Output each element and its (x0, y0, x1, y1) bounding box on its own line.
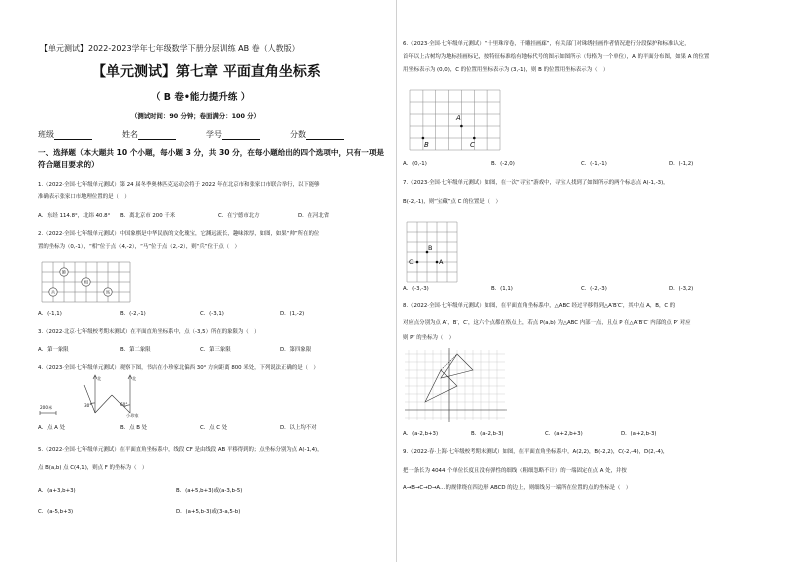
q1-stem-line2: 准确表示张家口市地理位置的是（ ） (38, 194, 130, 200)
q7-option-a[interactable]: A．(-3,-3) (403, 286, 429, 292)
q6-stem-line1: 6.（2023·全国·七年级单元测试）“十里珠帘卷，千雕挂画廊”，有关部门对珠绣挂画作者情况进行分段保护和标准认定， (403, 41, 690, 47)
q6-option-c[interactable]: C．(-1,-1) (581, 161, 607, 167)
q6-option-d[interactable]: D．(-1,2) (669, 161, 694, 167)
q5-option-b[interactable]: B．(a+5,b+3)或(a-3,b-5) (176, 488, 243, 494)
q8-stem-line3: 则 P′ 的坐标为（ ） (403, 335, 455, 341)
home-label: 小珍家 (126, 413, 139, 418)
q1-stem-line1: 1.（2022·全国·七年级单元测试）第 24 届冬季奥林匹克运动会将于 2022 年在北京市和张家口市联合举行，以下能够 (38, 182, 320, 188)
q7-label-c: C (409, 258, 414, 266)
q2-option-b[interactable]: B．(-2,-1) (120, 311, 146, 317)
north-label-2: 北 (132, 376, 137, 381)
q7-label-b: B (428, 244, 433, 252)
q8-option-d[interactable]: D．(a+2,b-3) (621, 431, 657, 437)
score-label: 分数 (290, 130, 306, 139)
q9-stem-line3: A→B→C→D→A…的规律绕在四边形 ABCD 的边上，则细线另一端所在位置的点的坐标是（ ） (403, 485, 632, 491)
chess-piece-ma: 馬 (105, 289, 111, 295)
q6-point-b (422, 137, 425, 140)
q8-coordinate-figure (405, 348, 507, 422)
q7-point-c (416, 261, 419, 264)
q4-option-d[interactable]: D．以上均不对 (280, 425, 317, 431)
page-title: 【单元测试】第七章 平面直角坐标系 (92, 64, 321, 80)
q5-option-d[interactable]: D．(a+5,b-3)或(3-a,5-b) (176, 509, 241, 515)
q1-option-a[interactable]: A．东经 114.8°，北纬 40.8° (38, 213, 111, 219)
q7-option-d[interactable]: D．(-3,2) (669, 286, 694, 292)
exam-info: （测试时间：90 分钟；卷面满分：100 分） (131, 112, 260, 120)
q5-option-a[interactable]: A．(a+3,b+3) (38, 488, 76, 494)
q2-option-d[interactable]: D．(1,-2) (280, 311, 305, 317)
compass-direction-figure (40, 373, 160, 417)
q3-option-b[interactable]: B．第二象限 (120, 347, 151, 353)
q8-option-c[interactable]: C．(a+2,b+3) (545, 431, 583, 437)
q6-label-b: B (424, 141, 429, 149)
section-title-line1: 一、选择题（本大题共 10 个小题，每小题 3 分，共 30 分，在每小题给出的四个选项中，只有一项是 (38, 148, 385, 157)
class-label: 班级 (38, 130, 54, 139)
q6-stem-line2: 首年以上古树均为地标挂画标记，按特征标准绘有地标代号的图示如图所示（每格为一个单位），A 的平面分布图，如果 A 的位置 (403, 54, 710, 60)
angle-label-60: 60° (120, 402, 128, 407)
q2-stem-line1: 2.（2022·全国·七年级单元测试）中国象棋是中华民族的文化瑰宝，它渊远流长，趣味浓厚，如图，如果“帅”所在的位 (38, 231, 320, 237)
q2-stem-line2: 置的坐标为（0,-1），“相”位于点（4,-2），“马”位于点（2,-2），则“兵”位于点（ ） (38, 244, 240, 250)
chess-piece-xiang: 相 (83, 279, 89, 285)
section-title-line2: 符合题目要求的） (38, 160, 99, 169)
q5-stem-line1: 5.（2022·全国·七年级单元测试）在平面直角坐标系中，线段 CF 是由线段 AB 平移得到的；点坐标分别为点 A(-1,4)， (38, 447, 323, 453)
q6-stem-line3: 用坐标表示为 (0,0)，C 的位置用坐标表示为 (3,-1)，则 B 的位置用坐标表示为（ ） (403, 67, 609, 73)
q2-option-a[interactable]: A．(-1,1) (38, 311, 62, 317)
q1-option-b[interactable]: B．离北京市 200 千米 (120, 213, 176, 219)
page-subtitle: （ B 卷•能力提升练 ） (151, 92, 251, 103)
q6-grid-figure (410, 90, 500, 150)
q9-stem-line1: 9.（2022·春·上海·七年级校考期末测试）如图，在平面直角坐标系中，A(2,2)，B(-2,2)，C(-2,-4)，D(2,-4)， (403, 449, 669, 455)
q4-option-a[interactable]: A．点 A 处 (38, 425, 65, 431)
q7-option-c[interactable]: C．(-2,-3) (581, 286, 607, 292)
class-field[interactable] (38, 130, 92, 140)
score-field[interactable] (290, 130, 344, 140)
q1-option-d[interactable]: D．在河北省 (298, 213, 330, 219)
q7-grid-figure (407, 222, 457, 282)
q2-option-c[interactable]: C．(-3,1) (200, 311, 224, 317)
q3-option-a[interactable]: A．第一象限 (38, 347, 69, 353)
q7-stem-line2: B(-2,-1)，则“宝藏”点 C 的位置是（ ） (403, 199, 501, 205)
q1-option-c[interactable]: C．在宁德市北方 (218, 213, 260, 219)
q4-stem: 4.（2023·全国·七年级单元测试）观察下图，书店在小珍家北偏西 30° 方向距离 800 米处，下列说法正确的是（ ） (38, 365, 319, 371)
q4-option-b[interactable]: B．点 B 处 (120, 425, 147, 431)
q3-option-c[interactable]: C．第三象限 (200, 347, 231, 353)
q6-option-a[interactable]: A．(0,-1) (403, 161, 427, 167)
q7-point-a (436, 261, 439, 264)
q4-option-c[interactable]: C．点 C 处 (200, 425, 228, 431)
q6-option-b[interactable]: B．(-2,0) (491, 161, 515, 167)
q9-stem-line2: 把一条长为 4044 个单位长度且没有弹性的细线（粗细忽略不计）的一端固定在点 A 处，并按 (403, 468, 627, 474)
series-header: 【单元测试】2022-2023学年七年级数学下册分层训练 AB 卷（人教版） (40, 44, 300, 53)
q6-point-a (460, 125, 463, 128)
q5-stem-line2: 点 B(a,b) 点 C(4,1)，则点 F 的坐标为（ ） (38, 465, 148, 471)
number-field[interactable] (206, 130, 260, 140)
q8-option-a[interactable]: A．(a-2,b+3) (403, 431, 439, 437)
q7-label-a: A (439, 258, 444, 266)
q6-point-c (473, 137, 476, 140)
q3-option-d[interactable]: D．第四象限 (280, 347, 312, 353)
q6-label-c: C (470, 141, 475, 149)
name-label: 姓名 (122, 130, 138, 139)
q7-stem-line1: 7.（2023·全国·七年级单元测试）如图，在一次“寻宝”游戏中，寻宝人找到了如图所示的两个标志点 A(-1,-3)， (403, 180, 669, 186)
chess-board-figure (42, 260, 130, 304)
q3-stem: 3.（2022·北京·七年级校考期末测试）在平面直角坐标系中，点（-3,5）所在的象限为（ ） (38, 329, 260, 335)
number-label: 学号 (206, 130, 222, 139)
scale-label: 200米 (40, 405, 53, 410)
q8-option-b[interactable]: B．(a-2,b-3) (471, 431, 504, 437)
q8-stem-line1: 8.（2022·全国·七年级单元测试）如图，在平面直角坐标系中，△ABC 经过平移得到△A′B′C′，其中点 A，B，C 的 (403, 303, 676, 309)
q6-label-a: A (456, 114, 461, 122)
north-label-1: 北 (97, 376, 102, 381)
q8-stem-line2: 对应点分别为点 A′，B′，C′，这六个点都在格点上，若点 P(a,b) 为△ABC 内部一点，且点 P 在△A′B′C′ 内部的点 P′ 对应 (403, 320, 691, 326)
chess-piece-bing: 兵 (50, 289, 56, 295)
chess-piece-shuai: 帥 (61, 269, 67, 275)
q5-option-c[interactable]: C．(a-5,b+3) (38, 509, 74, 515)
q7-option-b[interactable]: B．(1,1) (491, 286, 513, 292)
right-page (397, 0, 794, 562)
angle-label-30: 30° (84, 403, 92, 408)
name-field[interactable] (122, 130, 176, 140)
